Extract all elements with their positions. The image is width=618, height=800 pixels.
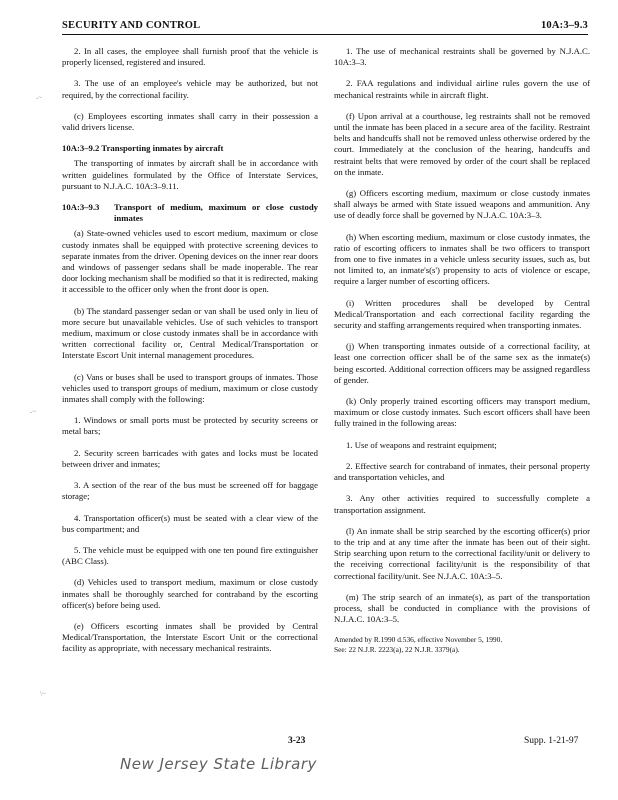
- section-heading: [62, 202, 318, 224]
- list-item: 1. Use of weapons and restraint equipment;: [346, 439, 497, 450]
- supplement-date: Supp. 1-21-97: [524, 736, 579, 746]
- paragraph: (d) Vehicles used to transport medium, maximum or close custody inmates shall be thoroughly searched for contraband by the escorting officer(s) before being used.: [62, 577, 318, 610]
- paragraph: (k) Only properly trained escorting officers may transport medium, maximum or close custody inmates. Such escort officers shall have been fully trained in the following areas:: [334, 396, 590, 429]
- paragraph: (g) Officers escorting medium, maximum or close custody inmates shall always be armed with State issued weapons and ammunition. Any use of deadly force shall be governed by N.J.A.C. 10A:3–3.: [334, 188, 590, 221]
- paragraph: 2. In all cases, the employee shall furnish proof that the vehicle is properly licensed, registered and insured.: [62, 46, 318, 68]
- list-item: 2. FAA regulations and individual airline rules govern the use of mechanical restraints while in aircraft flight.: [334, 78, 590, 100]
- right-column: [334, 46, 590, 664]
- list-item: 5. The vehicle must be equipped with one ten pound fire extinguisher (ABC Class).: [62, 544, 318, 567]
- amendment-note: [334, 635, 590, 653]
- paragraph: The transporting of inmates by aircraft shall be in accordance with written guidelines formulated by the Office of Interstate Services, pursuant to N.J.A.C. 10A:3–9.11.: [62, 158, 318, 191]
- list-item: 2. Security screen barricades with gates and locks must be located between driver and inmates;: [62, 447, 318, 469]
- header-section-ref: 10A:3–9.3: [540, 20, 588, 31]
- paragraph: 3. The use of an employee's vehicle may be authorized, but not required, by the correctional facility.: [62, 78, 318, 100]
- amendment-line: See: 22 N.J.R. 2223(a), 22 N.J.R. 3379(a).: [334, 644, 460, 654]
- list-item: 4. Transportation officer(s) must be seated with a clear view of the bus compartment; and: [62, 512, 318, 534]
- list-item: 3. A section of the rear of the bus must be screened off for baggage storage;: [62, 480, 318, 502]
- paragraph: (f) Upon arrival at a courthouse, leg restraints shall not be removed until the inmate has been placed in a secure area of the facility. Restraint belts and handcuffs shall not be removed unless otherwise ordered by the court. Immediately at the conclusion of the hearing, handcuffs and restraint belts that were removed by order of the court shall be replaced on the inmate.: [334, 110, 590, 177]
- paragraph: (m) The strip search of an inmate(s), as part of the transportation process, shall be conducted in compliance with the provisions of N.J.A.C. 10A:3–5.: [334, 591, 590, 625]
- list-item: 2. Effective search for contraband of inmates, their personal property and transportation vehicles, and: [334, 460, 590, 483]
- page-number: 3-23: [288, 736, 306, 746]
- paragraph: (l) An inmate shall be strip searched by the escorting officer(s) prior to the trip and at any time after the inmate has been out of their sight. Strip searching upon return to the correctional facility/unit or delivery to the receiving correctional facility/unit is the responsibility of that correctional facility/unit. See N.J.A.C. 10A:3–5.: [334, 525, 590, 581]
- running-header: [62, 20, 588, 35]
- paragraph: (a) State-owned vehicles used to escort medium, maximum or close custody inmates shall be equipped with protective screening devices to separate inmates from the driver. Opening devices on the inner rear doors and windows of passenger sedans shall be made inoperable. The rear door locking mechanism shall be modified so that it is redirected, making it accessible to the officer only when the front door is open.: [62, 228, 318, 295]
- paragraph: (i) Written procedures shall be developed by Central Medical/Transportation and each correctional facility regarding the security and staffing arrangements required when transporting inmates.: [334, 297, 590, 331]
- paragraph: (h) When escorting medium, maximum or close custody inmates, the ratio of escorting officers to inmates shall be two officers to transport from one to five inmates in a vehicle unless security issues, such as, but not limited to, an inmate's(s') propensity to acts of violence or escape, require a larger number of escorting officers.: [334, 231, 590, 287]
- paragraph: (b) The standard passenger sedan or van shall be used only in lieu of more secure but unavailable vehicles. Use of such vehicles to transport medium, maximum or close custody inmates shall be in accordance with written correctional facility or, Central Medical/Transportation or Interstate Escort Unit internal management procedures.: [62, 305, 318, 361]
- paragraph: (j) When transporting inmates outside of a correctional facility, at least one correction officer shall be of the same sex as the inmate(s) being escorted. Additional correction officers may be assigned regardless of gender.: [334, 341, 590, 385]
- list-item: 1. Windows or small ports must be protected by security screens or metal bars;: [62, 415, 318, 437]
- margin-mark: -~: [36, 94, 43, 102]
- section-number: 10A:3–9.3: [62, 202, 100, 213]
- margin-mark: -~: [30, 408, 37, 416]
- paragraph: (c) Employees escorting inmates shall carry in their possession a valid drivers license.: [62, 110, 318, 133]
- amendment-line: Amended by R.1990 d.536, effective November 5, 1990.: [334, 635, 503, 645]
- margin-mark: \~: [40, 690, 46, 698]
- section-heading: 10A:3–9.2 Transporting inmates by aircraft: [62, 143, 224, 154]
- paragraph: (e) Officers escorting inmates shall be provided by Central Medical/Transportation, the Interstate Escort Unit or the correctional facility as appropriate, with necessary mechanical restraints.: [62, 620, 318, 654]
- left-column: [62, 46, 318, 665]
- list-item: 1. The use of mechanical restraints shall be governed by N.J.A.C. 10A:3–3.: [334, 46, 590, 68]
- section-title: Transport of medium, maximum or close custody inmates: [114, 202, 318, 224]
- paragraph: (c) Vans or buses shall be used to transport groups of inmates. Those vehicles used to transport groups of medium, maximum or close custody inmates shall comply with the following:: [62, 371, 318, 405]
- list-item: 3. Any other activities required to successfully complete a transportation assignment.: [334, 493, 590, 515]
- header-title: SECURITY AND CONTROL: [62, 20, 201, 31]
- library-stamp: New Jersey State Library: [120, 755, 317, 773]
